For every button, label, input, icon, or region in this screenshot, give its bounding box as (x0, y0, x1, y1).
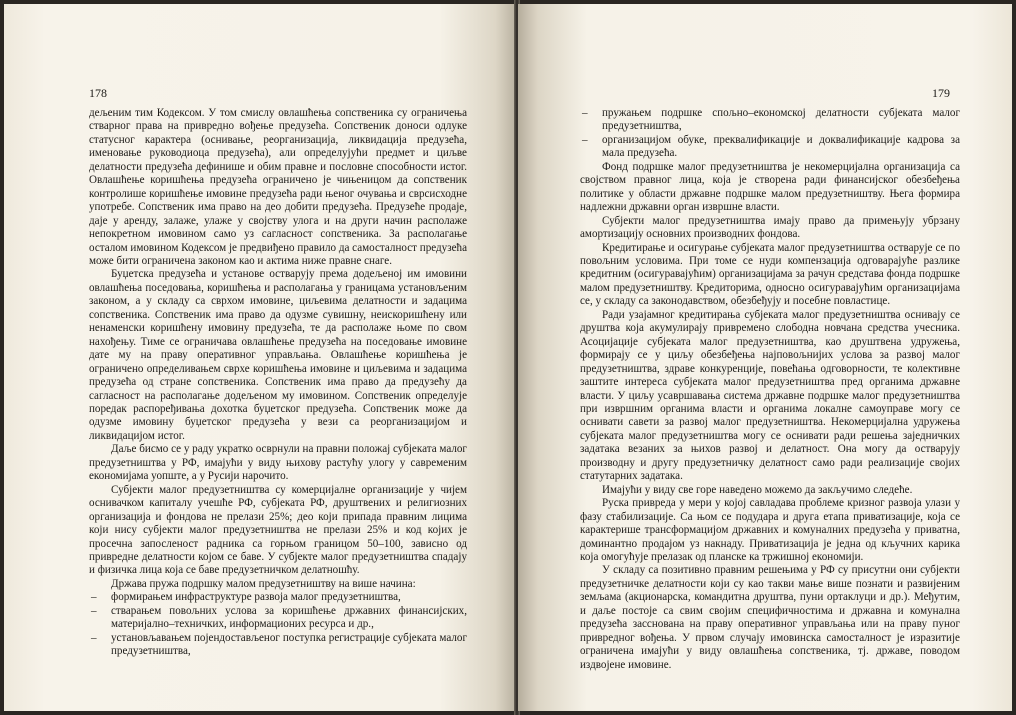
paragraph: Субјекти малог предузетништва су комерцијалне организације у чијем оснивачком капиталу учешће РФ, субјеката РФ, друштвених и религиозних организација и фондова не прелази 25%; део који припада правним лицима који нису субјекти малог предузетништва не прелази 25% и код којих је просечна запосленост радника са горњом границом 50–100, зависно од привредне делатности којом се баве. У субјекте малог предузетништва спадају и физичка лица која се баве предузетничком делатношћу. (89, 483, 467, 577)
paragraph: Ради узајамног кредитирања субјеката малог предузетништва оснивају се друштва која акумулирају привремено слободна новчана средства учесника. Асоцијације субјеката малог предузетништва, као друштвена удружења, формирају се у циљу обезбеђења најповољнијих услова за развој малог предузетништва, здраве конкуренције, повећања одговорности, те колективне заштите интереса субјеката малог предузетништва пред органима државне власти. У циљу усавршавања система државне подршке малог предузетништва при извршним органима власти и органима локалне самоуправе могу се оснивати савети за развој малог предузетништва. Некомерцијална удружења субјеката малог предузетништва могу се оснивати ради решења заједничких задатака везаних за њихов развој и делатност. Она могу да остварују производну и другу предузетничку делатност само ради реализације својих статутарних задатака. (580, 308, 960, 483)
page-body (89, 107, 467, 659)
paragraph: дељеним тим Кодексом. У том смислу овлашћења сопственика су ограничења стварног права на привредно вођење предузећа. Сопственик доноси одлуке статусног карактера (оснивање, реорганизација, ликвидација предузећа, именовање руководиоца предузећа), али определујући предмет и циљве делатности предузећа дефинише и обим правне и пословне способности истог. Овлашћење коришћења предузећа ограничено је чињеницом да сопственик контролише коришћење имовине предузећа ради њеног очувања и сврсисходне употребе. Сопственик има право на део добити предузећа. Предузеће продаје, даје у аренду, залаже, улаже у својству улога и на други начин располаже непокретном имовином само уз сагласност сопственика. За располагање осталом имовином Кодексом је предвиђено правило да самосталност предузећа може бити ограничена законом као и актима ниже правне снаге. (89, 107, 467, 267)
paragraph: Субјекти малог предузетништва имају право да примењују убрзану амортизацију основних производних фондова. (580, 214, 960, 241)
list-item (580, 107, 960, 134)
paragraph: Фонд подршке малог предузетништва је некомерцијална организација са својством правног лица, која је створена ради финансијског обезбеђења политике у области државне подршке малом предузетништву. Њега формира надлежни државни орган извршне власти. (580, 160, 960, 214)
paragraph: Руска привреда у мери у којој савладава проблеме кризног развоја улази у фазу стабилизације. Са њом се подудара и друга етапа приватизације, која се карактерише трансформацијом државних и комуналних предузећа у приватна, доминантно продајом уз накнаду. Приватизација је једна од кључних карика која омогућује прелазак од планске ка тржишној економији. (580, 497, 960, 563)
list-item (89, 632, 467, 659)
right-page (518, 4, 1012, 711)
list-item (580, 134, 960, 161)
dash-bullet: – (91, 604, 97, 617)
list-item-text: пружањем подршке спољно–економској делатности субјеката малог предузетништва, (602, 107, 960, 133)
paragraph: Буџетска предузећа и установе остварују према додељеној им имовини овлашћења поседовања, коришћења и располагања у границама установљеним законом, а у складу са сврхом имовине, циљевима делатности и задацима сопственика. Сопственик има право да одузме сувишну, неискоришћену или ненаменски коришћену имовину предузећа, те да располаже њоме по свом нахођењу. Тиме се ограничава овлашћење предузећа на поседовање имовине дате му на праву оперативног управљања. Овлашћење коришћења је ограничено определивањем сврхе коришћења имовине и циљевима и задацима предузећа од стране сопственика. Сопственик има право да предузећу да сагласност на располагање додељеном му имовином. Сопственик определује поредак распоређивања дохотка буџетског предузећа. Сопственик може да одузме имовину буџетског предузећа у вези са реорганизацијом и ликвидацијом истог. (89, 268, 467, 442)
dash-list (580, 107, 960, 161)
left-page (4, 4, 516, 711)
list-item (89, 605, 467, 632)
list-item-text: формирањем инфраструктуре развоја малог предузетништва, (111, 591, 401, 604)
list-item (89, 591, 467, 604)
page-number: 179 (932, 86, 950, 100)
list-item-text: установљавањем појендостављеног поступка регистрације субјеката малог предузетништва, (111, 631, 467, 658)
paragraph: У складу са позитивно правним решењима у РФ су присутни они субјекти предузетничке делатности који су као такви мање више познати и развијеним земљама (акционарска, командитна друштва, пуни ортаклуци и др.). Међутим, и даље постоје са свим својим специфичностима и државна и комунална предузећа засснована на праву оперативног управљања или на праву пуног привредног вођења. У првом случају имовинска самосталност је изразитије ограничена имајући у виду овлашћења сопственика, тј. државе, поводом издвојене имовине. (580, 564, 960, 671)
paragraph: Држава пружа подршку малом предузетништву на више начина: (111, 577, 416, 590)
list-item-text: стварањем повољних услова за коришћење државних финансијских, материјално–техничких, информационих ресурса и др., (111, 604, 467, 631)
dash-bullet: – (91, 631, 97, 644)
dash-bullet: – (582, 107, 588, 119)
dash-bullet: – (91, 591, 97, 604)
dash-list (89, 591, 467, 658)
paragraph: Даље бисмо се у раду укратко осврнули на правни положај субјеката малог предузетништва у РФ, имајући у виду њихову растућу улогу у савременим економијама уопште, а у Русији нарочито. (89, 443, 467, 483)
paragraph: Кредитирање и осигурање субјеката малог предузетништва остварује се по повољним условима. При томе се нуди компензација одговарајуће разлике кредитним (осигуравајућим) организацијама за рачун средстава фонда подршке малом предузетништву. Кредиторима, односно осигуравајућим организацијама се, у складу са законодавством, обезбеђују и посебне повластице. (580, 241, 960, 308)
paragraph: Имајући у виду све горе наведено можемо да закључимо следеће. (602, 483, 913, 496)
page-body (580, 107, 960, 672)
page-number: 178 (89, 86, 107, 100)
dash-bullet: – (582, 133, 588, 146)
list-item-text: организацијом обуке, преквалификације и доквалификације кадрова за мала предузећа. (602, 133, 960, 160)
